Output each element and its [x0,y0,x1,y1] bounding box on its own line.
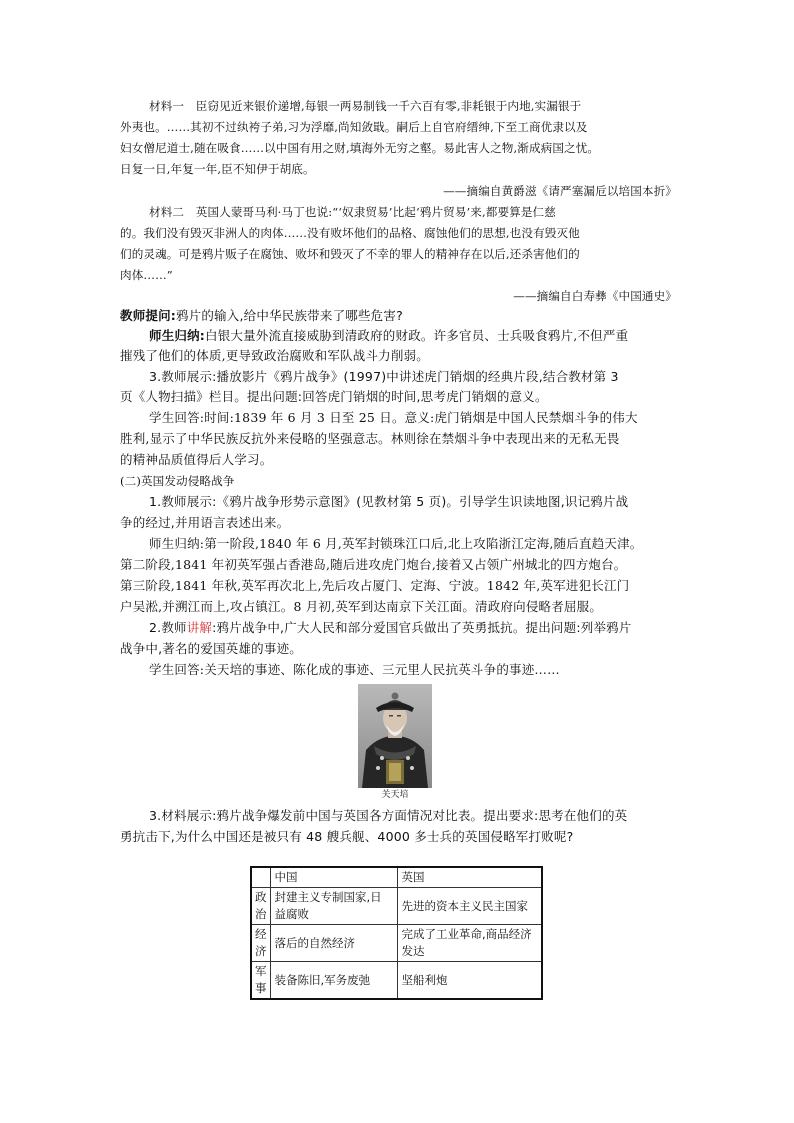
teacher-question-label: 教师提问: [120,308,176,323]
summary2-line-2: 第二阶段,1841 年初英军强占香港岛,随后进攻虎门炮台,接着又占领广州城北的四方炮台。 [120,557,627,572]
comparison-table [250,866,543,1000]
teacher-question-text: 鸦片的输入,给中华民族带来了哪些危害? [176,308,403,323]
table-header-cell: 中国 [270,867,397,888]
section2-heading: (二)英国发动侵略战争 [120,474,235,488]
item2-line-2: 战争中,著名的爱国英雄的事迹。 [120,641,302,656]
table-header-row [251,867,542,888]
material1-line-3: 妇女僧尼道士,随在吸食……以中国有用之财,填海外无穷之壑。易此害人之物,渐成病国之忧。 [120,141,600,155]
student-answer1-line-1: 学生回答:时间:1839 年 6 月 3 日至 25 日。意义:虎门销烟是中国人民禁烟斗争的伟大 [149,410,638,425]
table-row-label: 经济 [251,925,270,962]
material1-line-2: 外夷也。……其初不过纨袴子弟,习为浮靡,尚知敛戢。嗣后上自官府缙绅,下至工商优隶以及 [120,120,588,134]
table-cell-china: 装备陈旧,军务废弛 [270,962,397,1000]
summary1-line-2: 摧残了他们的体质,更导致政治腐败和军队战斗力削弱。 [120,348,429,363]
table-cell-britain: 先进的资本主义民主国家 [397,888,542,925]
material1-line-1: 材料一 臣窃见近来银价递增,每银一两易制钱一千六百有零,非耗银于内地,实漏银于 [149,99,582,113]
portrait-image [358,684,432,788]
portrait-guan-tianpei [358,684,432,788]
material1-source: ——摘编自黄爵滋《请严塞漏卮以培国本折》 [443,184,677,198]
summary1-line-1 [149,328,628,344]
summary2-line-4: 户吴淞,并溯江而上,攻占镇江。8 月初,英军到达南京下关江面。清政府向侵略者屈服。 [120,599,603,614]
material2-source: ——摘编自白寿彝《中国通史》 [513,289,677,303]
item1-line-1: 1.教师展示:《鸦片战争形势示意图》(见教材第 5 页)。引导学生识读地图,识记鸦片战 [149,494,629,509]
student-answer2: 学生回答:关天培的事迹、陈化成的事迹、三元里人民抗英斗争的事迹…… [149,662,560,677]
table-header-cell [251,867,270,888]
item1-line-2: 争的经过,并用语言表述出来。 [120,515,290,530]
table-header-cell: 英国 [397,867,542,888]
material2-line-4: 肉体……” [120,268,173,282]
item2-prefix: 2.教师 [149,620,187,635]
table-row [251,888,542,925]
material2-line-1: 材料二 英国人蒙哥马利·马丁也说:“‘奴隶贸易’比起‘鸦片贸易’来,都要算是仁慈 [149,205,556,219]
table-row [251,962,542,1000]
table-cell-china: 落后的自然经济 [270,925,397,962]
item2-line-1 [149,620,632,636]
table-row [251,925,542,962]
summary1-text-1: 白银大量外流直接威胁到清政府的财政。许多官员、士兵吸食鸦片,不但严重 [205,328,629,343]
material1-line-4: 日复一日,年复一年,臣不知伊于胡底。 [120,162,315,176]
item3b-line-2: 勇抗击下,为什么中国还是被只有 48 艘兵舰、4000 多士兵的英国侵略军打败呢? [120,829,574,844]
teacher-question [120,308,403,324]
item3b-line-1: 3.材料展示:鸦片战争爆发前中国与英国各方面情况对比表。提出要求:思考在他们的英 [149,808,628,823]
table-cell-britain: 坚船利炮 [397,962,542,1000]
portrait-caption: 关天培 [381,790,409,800]
material2-line-2: 的。我们没有毁灭非洲人的肉体……没有败坏他们的品格、腐蚀他们的思想,也没有毁灭他 [120,226,580,240]
table-cell-china: 封建主义专制国家,日益腐败 [270,888,397,925]
table-row-label: 军事 [251,962,270,1000]
table-row-label: 政治 [251,888,270,925]
student-answer1-line-3: 的精神品质值得后人学习。 [120,452,273,467]
summary2-line-1: 师生归纳:第一阶段,1840 年 6 月,英军封锁珠江口后,北上攻陷浙江定海,随后直趋天津。 [149,536,643,551]
material2-line-3: 们的灵魂。可是鸦片贩子在腐蚀、败坏和毁灭了不幸的罪人的精神存在以后,还杀害他们的 [120,247,580,261]
item3a-line-1: 3.教师展示:播放影片《鸦片战争》(1997)中讲述虎门销烟的经典片段,结合教材第 3 [149,369,619,384]
student-answer1-line-2: 胜利,显示了中华民族反抗外来侵略的坚强意志。林则徐在禁烟斗争中表现出来的无私无畏 [120,431,620,446]
summary1-label: 师生归纳: [149,328,205,343]
item2-rest: :鸦片战争中,广大人民和部分爱国官兵做出了英勇抵抗。提出问题:列举鸦片 [212,620,632,635]
table-cell-britain: 完成了工业革命,商品经济发达 [397,925,542,962]
item2-highlight: 讲解 [186,620,213,635]
summary2-line-3: 第三阶段,1841 年秋,英军再次北上,先后攻占厦门、定海、宁波。1842 年,英军进犯长江门 [120,578,630,593]
item3a-line-2: 页《人物扫描》栏目。提出问题:回答虎门销烟的时间,思考虎门销烟的意义。 [120,389,548,404]
